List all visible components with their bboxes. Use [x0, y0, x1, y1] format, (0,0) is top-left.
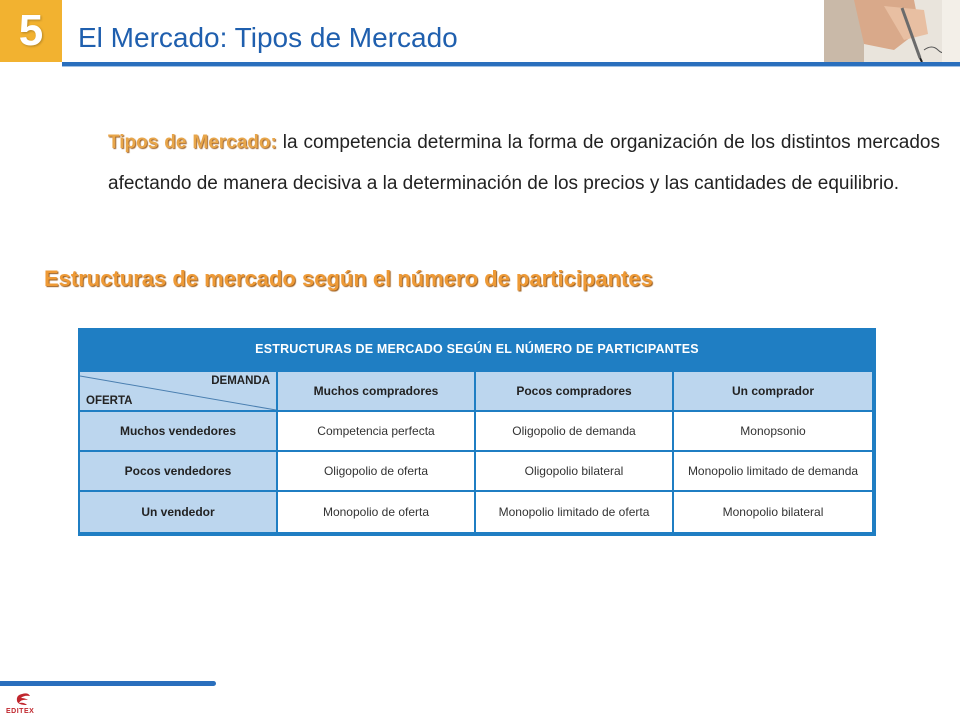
chapter-badge	[0, 0, 62, 62]
table-cell: Monopolio limitado de demanda	[674, 452, 872, 490]
chapter-number: 5	[18, 6, 44, 55]
table-cell: Monopolio limitado de oferta	[476, 492, 672, 532]
intro-text: la competencia determina la forma de organización de los distintos mercados afectando de manera decisiva a la determinación de los precios y las cantidades de equilibrio.	[108, 132, 940, 194]
page-title: El Mercado: Tipos de Mercado	[78, 22, 458, 53]
corner-offer-label: OFERTA	[86, 395, 133, 407]
corner-demand-label: DEMANDA	[211, 375, 270, 387]
table-cell: Monopsonio	[674, 412, 872, 450]
row-header: Pocos vendedores	[80, 452, 276, 490]
editex-logo-text: EDITEX	[6, 708, 35, 715]
intro-paragraph	[108, 122, 940, 204]
table-cell: Competencia perfecta	[278, 412, 474, 450]
table-cell: Monopolio bilateral	[674, 492, 872, 532]
section-heading: Estructuras de mercado según el número de participantes	[44, 266, 653, 291]
header-photo	[824, 0, 960, 64]
writing-hand-image	[824, 0, 960, 64]
column-header: Muchos compradores	[278, 372, 474, 410]
table-cell: Oligopolio de oferta	[278, 452, 474, 490]
table-cell: Oligopolio bilateral	[476, 452, 672, 490]
market-structures-table	[78, 328, 876, 536]
table-title: ESTRUCTURAS DE MERCADO SEGÚN EL NÚMERO DE PARTICIPANTES	[255, 342, 699, 356]
intro-label: Tipos de Mercado:	[108, 132, 277, 153]
table-corner-cell	[80, 372, 276, 410]
column-header: Un comprador	[674, 372, 872, 410]
table-cell: Monopolio de oferta	[278, 492, 474, 532]
column-header: Pocos compradores	[476, 372, 672, 410]
row-header: Muchos vendedores	[80, 412, 276, 450]
header-divider-light	[62, 66, 960, 67]
table-cell: Oligopolio de demanda	[476, 412, 672, 450]
footer-divider	[0, 681, 216, 686]
row-header: Un vendedor	[80, 492, 276, 532]
